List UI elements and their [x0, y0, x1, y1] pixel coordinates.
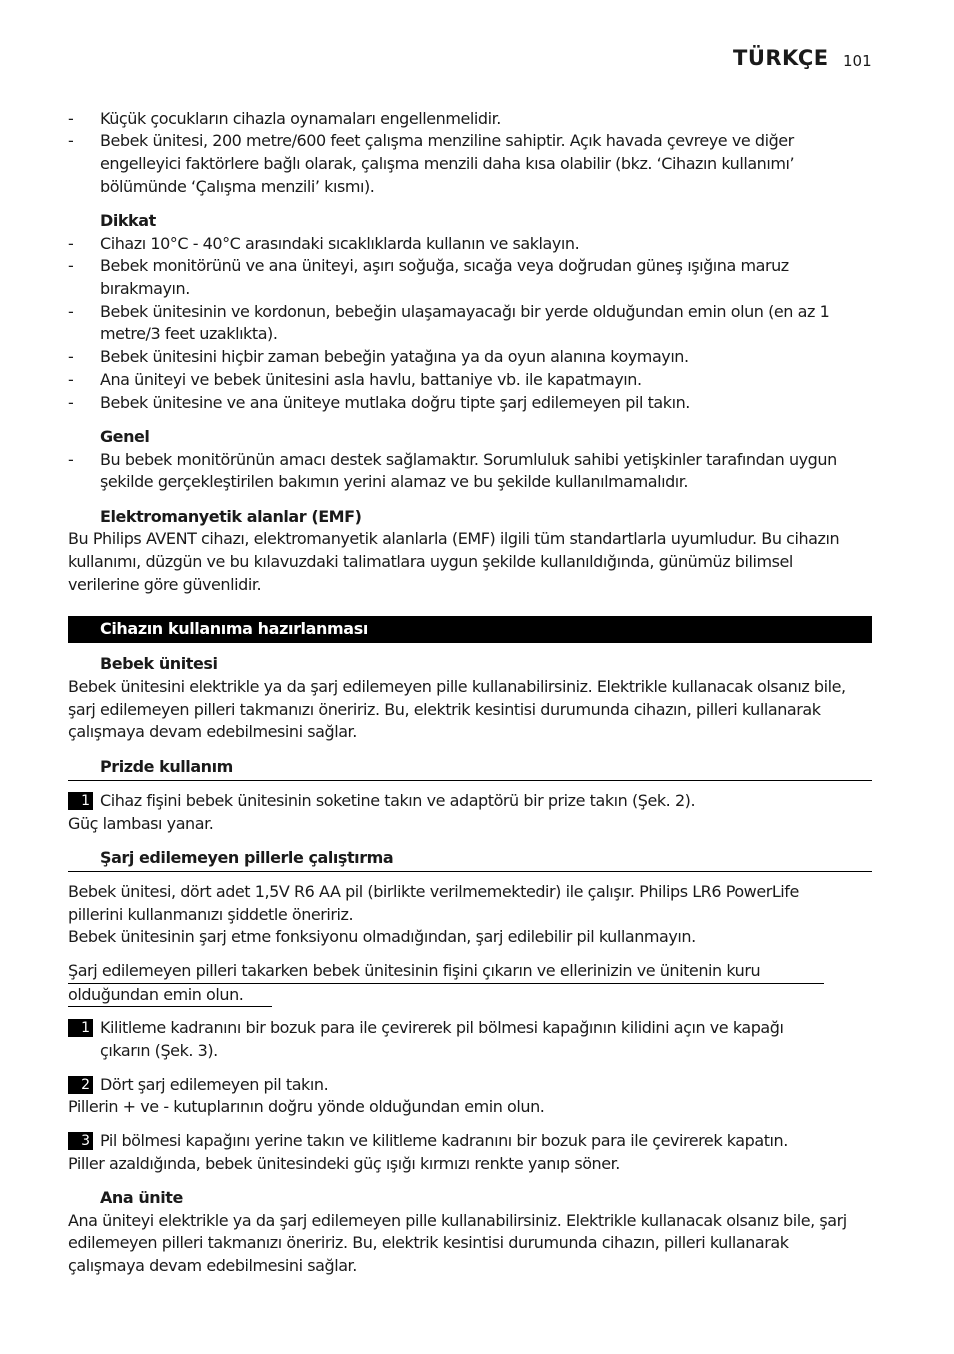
ana-unite-paragraph-line: edilemeyen pilleri takmanızı öneririz. Bu, elektrik kesintisi durumunda cihazın, pilleri kullanarak [68, 1233, 789, 1252]
ana-unite-paragraph-line: çalışmaya devam edebilmesini sağlar. [68, 1256, 357, 1275]
dikkat-item-line: bırakmayın. [100, 279, 190, 298]
genel-item-line: Bu bebek monitörünün amacı destek sağlamaktır. Sorumluluk sahibi yetişkinler tarafından uygun [100, 450, 837, 469]
bebek-unitesi-paragraph-line: çalışmaya devam edebilmesini sağlar. [68, 722, 357, 741]
step-number-badge: 2 [68, 1076, 93, 1094]
warning-line: olduğundan emin olun. [68, 985, 244, 1004]
bullet-dash: - [68, 109, 74, 128]
bullet-dash: - [68, 302, 74, 321]
step-text: Kilitleme kadranını bir bozuk para ile çevirerek pil bölmesi kapağının kilidini açın ve kapağı [100, 1018, 784, 1037]
warning-underline [68, 983, 824, 984]
bebek-unitesi-paragraph-line: Bebek ünitesini elektrikle ya da şarj edilemeyen pille kullanabilirsiniz. Elektrikle kullanacak olsanız bile, [68, 677, 846, 696]
intro-item-line: engelleyici faktörlere bağlı olarak, çalışma menzili daha kısa olabilir (bkz. ‘Cihazın kullanımı’ [100, 154, 795, 173]
genel-item-line: şekilde gerçekleştirilen bakımın yerini alamaz ve bu şekilde kullanılmamalıdır. [100, 472, 689, 491]
dikkat-item-line: Bebek monitörünü ve ana üniteyi, aşırı soğuğa, sıcağa veya doğrudan güneş ışığına maruz [100, 256, 789, 275]
intro-item-line: Bebek ünitesi, 200 metre/600 feet çalışma menziline sahiptir. Açık havada çevreye ve diğer [100, 131, 794, 150]
bullet-dash: - [68, 256, 74, 275]
heading-dikkat: Dikkat [100, 211, 156, 230]
step-note: Güç lambası yanar. [68, 814, 214, 833]
pil-paragraph-line: Bebek ünitesinin şarj etme fonksiyonu olmadığından, şarj edilebilir pil kullanmayın. [68, 927, 696, 946]
dikkat-item-line: Bebek ünitesine ve ana üniteye mutlaka doğru tipte şarj edilemeyen pil takın. [100, 393, 690, 412]
step-note: Piller azaldığında, bebek ünitesindeki güç ışığı kırmızı renkte yanıp söner. [68, 1154, 620, 1173]
step-number-badge: 3 [68, 1132, 93, 1150]
step-number-badge: 1 [68, 1019, 93, 1037]
bullet-dash: - [68, 393, 74, 412]
dikkat-item-line: Cihazı 10°C - 40°C arasındaki sıcaklıklarda kullanın ve saklayın. [100, 234, 580, 253]
intro-item-line: Küçük çocukların cihazla oynamaları engellenmelidir. [100, 109, 501, 128]
page-number: 101 [843, 52, 872, 70]
emf-paragraph-line: verilerine göre güvenlidir. [68, 575, 262, 594]
pil-paragraph-line: Bebek ünitesi, dört adet 1,5V R6 AA pil (birlikte verilmemektedir) ile çalışır. Philips LR6 PowerLife [68, 882, 799, 901]
bullet-dash: - [68, 234, 74, 253]
heading-prizde-kullanim: Prizde kullanım [100, 757, 233, 776]
pil-paragraph-line: pillerini kullanmanızı şiddetle öneririz. [68, 905, 354, 924]
heading-genel: Genel [100, 427, 150, 446]
heading-pil-calistirma: Şarj edilemeyen pillerle çalıştırma [100, 848, 394, 867]
bullet-dash: - [68, 370, 74, 389]
heading-underline [68, 871, 872, 872]
heading-underline [68, 780, 872, 781]
heading-bebek-unitesi: Bebek ünitesi [100, 654, 218, 673]
header-language: TÜRKÇE [733, 46, 829, 70]
dikkat-item-line: metre/3 feet uzaklıkta). [100, 324, 278, 343]
step-note: Pillerin + ve - kutuplarının doğru yönde olduğundan emin olun. [68, 1097, 545, 1116]
heading-emf: Elektromanyetik alanlar (EMF) [100, 507, 362, 526]
emf-paragraph-line: Bu Philips AVENT cihazı, elektromanyetik alanlarla (EMF) ilgili tüm standartlarla uyumludur. Bu cihazın [68, 529, 840, 548]
step-text: Dört şarj edilemeyen pil takın. [100, 1075, 329, 1094]
bebek-unitesi-paragraph-line: şarj edilemeyen pilleri takmanızı öneririz. Bu, elektrik kesintisi durumunda cihazın, pilleri kullanarak [68, 700, 821, 719]
step-text: Cihaz fişini bebek ünitesinin soketine takın ve adaptörü bir prize takın (Şek. 2). [100, 791, 696, 810]
step-text: Pil bölmesi kapağını yerine takın ve kilitleme kadranını bir bozuk para ile çevirerek kapatın. [100, 1131, 788, 1150]
emf-paragraph-line: kullanımı, düzgün ve bu kılavuzdaki talimatlara uygun şekilde kullanıldığında, günümüz bilimsel [68, 552, 793, 571]
heading-ana-unite: Ana ünite [100, 1188, 183, 1207]
warning-underline [68, 1006, 272, 1007]
step-number-badge: 1 [68, 792, 93, 810]
intro-item-line: bölümünde ‘Çalışma menzili’ kısmı). [100, 177, 375, 196]
section-heading-title: Cihazın kullanıma hazırlanması [100, 619, 368, 638]
ana-unite-paragraph-line: Ana üniteyi elektrikle ya da şarj edilemeyen pille kullanabilirsiniz. Elektrikle kullanacak olsanız bile, şarj [68, 1211, 847, 1230]
dikkat-item-line: Ana üniteyi ve bebek ünitesini asla havlu, battaniye vb. ile kapatmayın. [100, 370, 642, 389]
step-text: çıkarın (Şek. 3). [100, 1041, 218, 1060]
dikkat-item-line: Bebek ünitesini hiçbir zaman bebeğin yatağına ya da oyun alanına koymayın. [100, 347, 689, 366]
dikkat-item-line: Bebek ünitesinin ve kordonun, bebeğin ulaşamayacağı bir yerde olduğundan emin olun (en az 1 [100, 302, 830, 321]
warning-line: Şarj edilemeyen pilleri takarken bebek ünitesinin fişini çıkarın ve ellerinizin ve ünitenin kuru [68, 961, 761, 980]
bullet-dash: - [68, 450, 74, 469]
bullet-dash: - [68, 347, 74, 366]
section-heading-bar [68, 616, 872, 643]
bullet-dash: - [68, 131, 74, 150]
